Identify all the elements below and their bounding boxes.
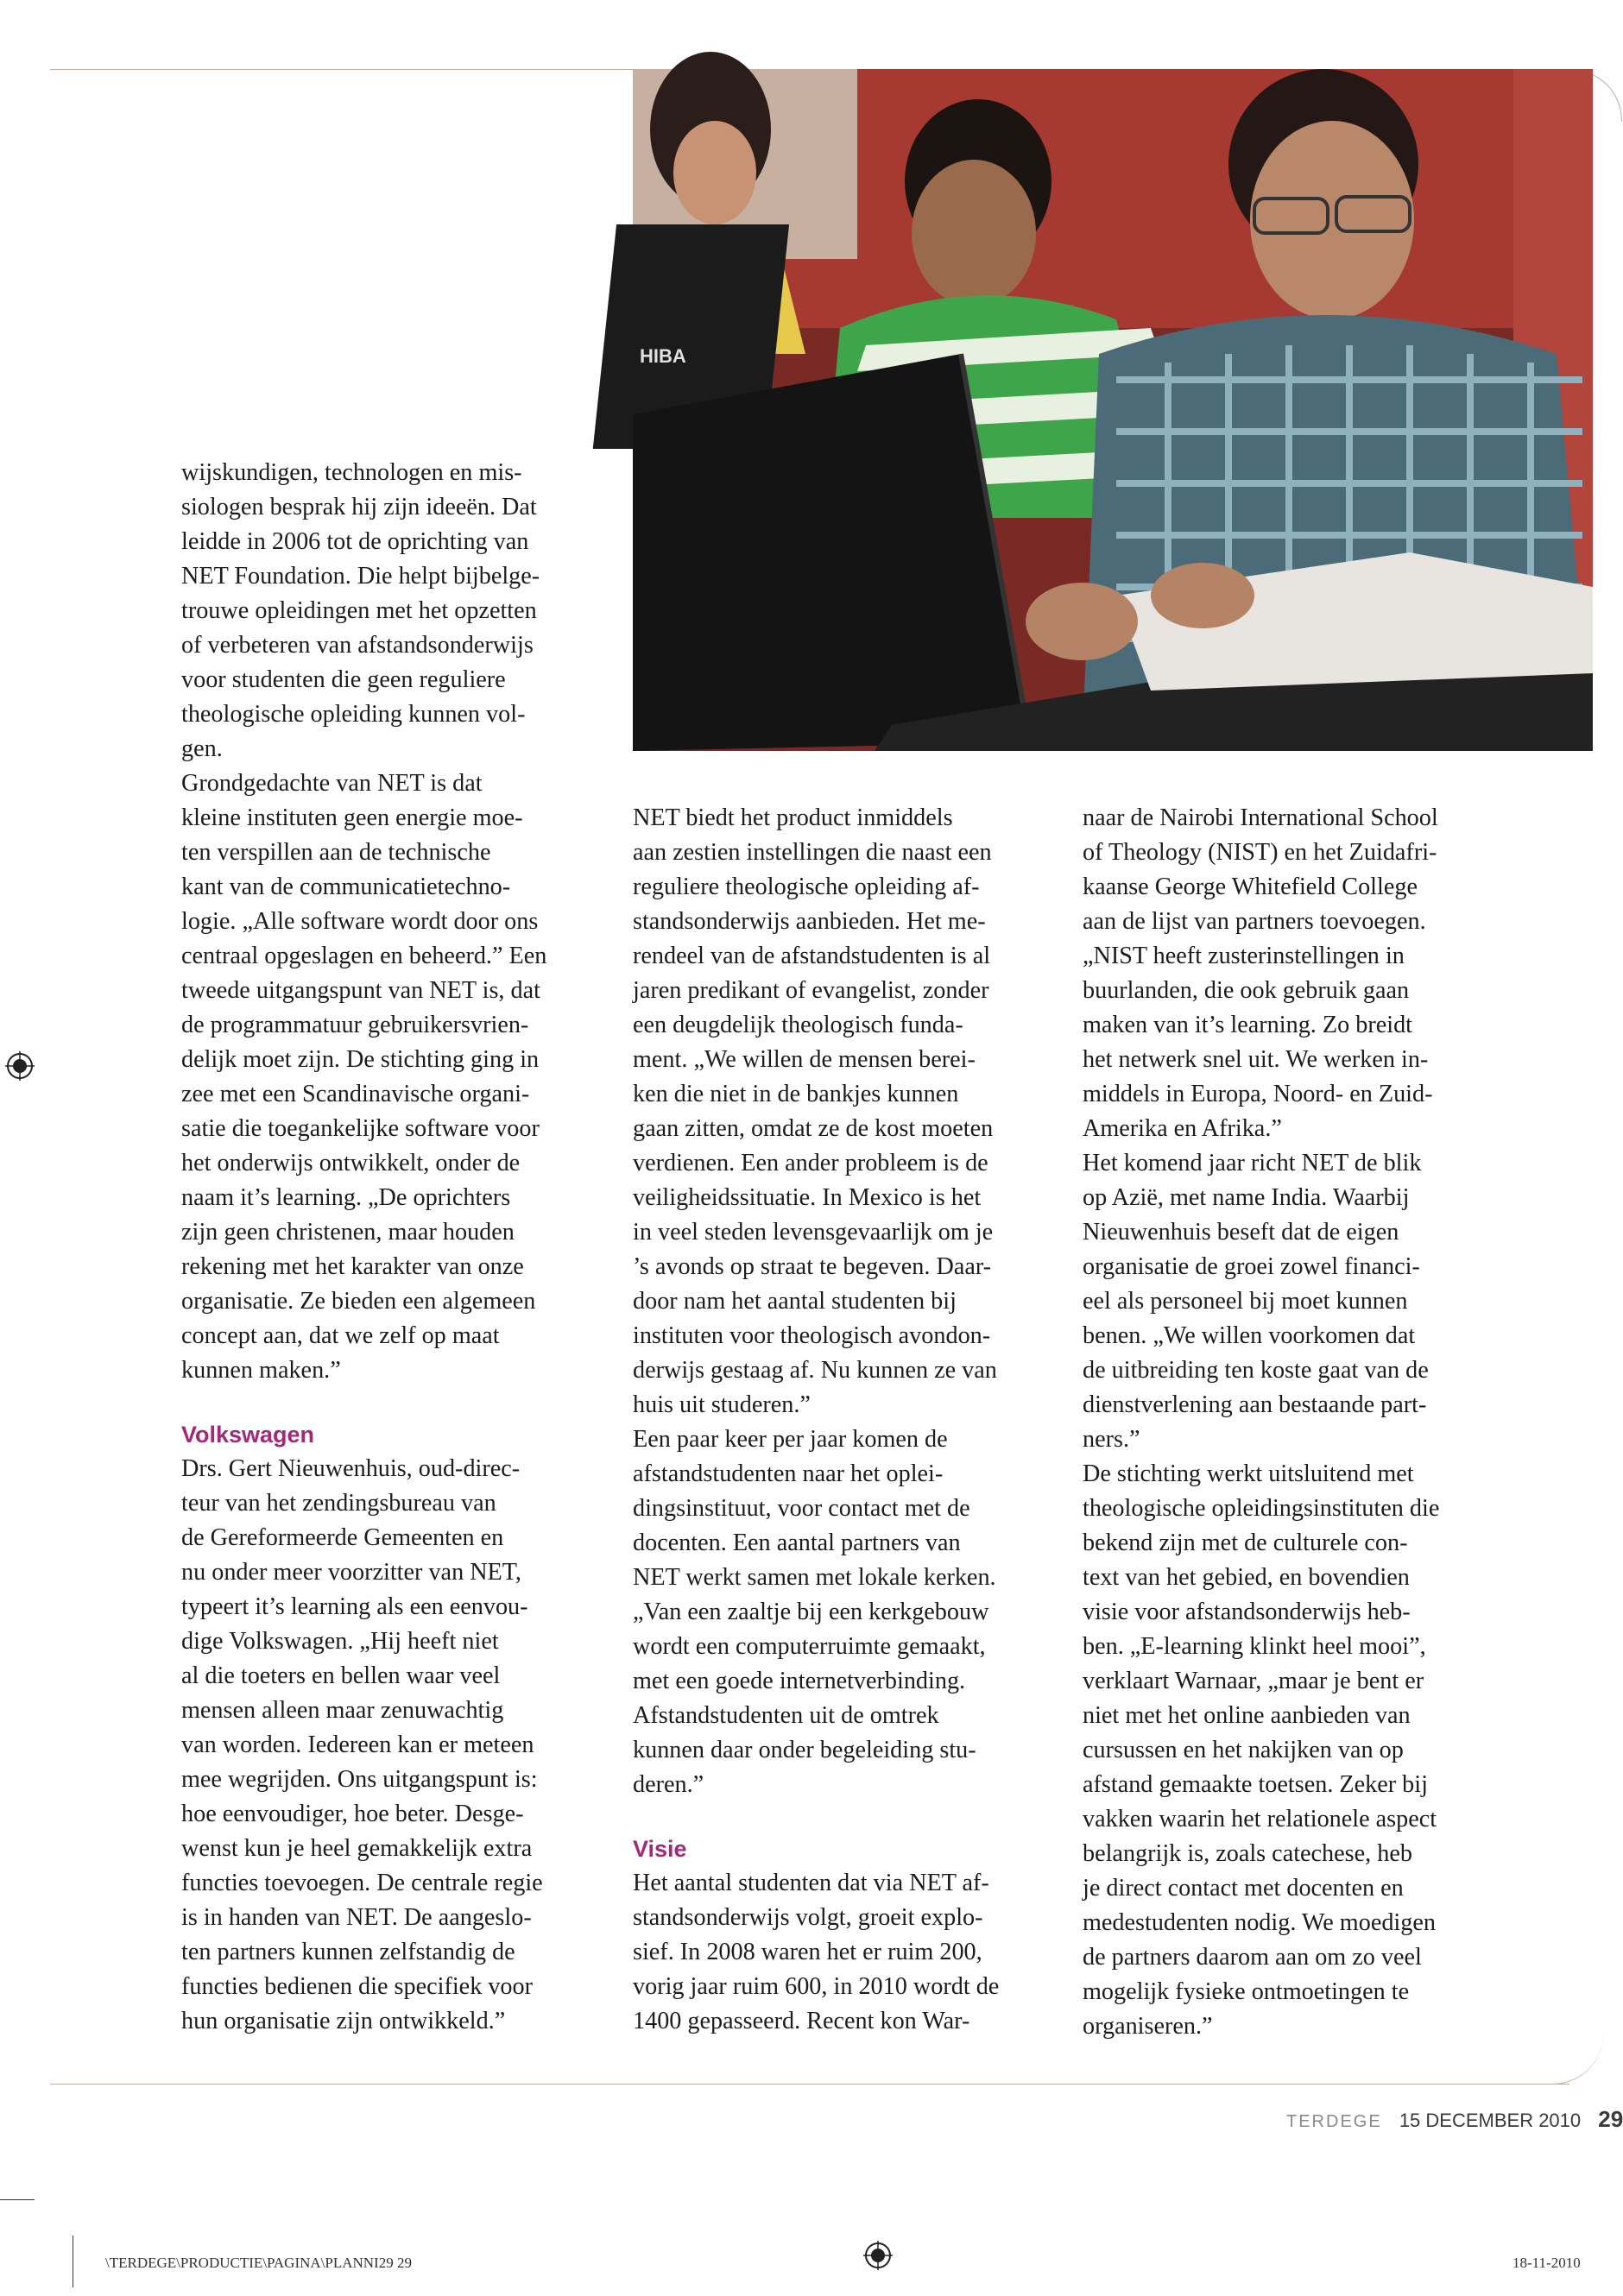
laptop-brand-text: HIBA	[640, 345, 686, 367]
paragraph: Drs. Gert Nieuwenhuis, oud-direc- teur van het zendingsbureau van de Gereformeerde Gemeenten en nu onder meer voorzitter van NET, typeert it’s learning als een eenvou- dige Volkswagen. „Hij heeft niet al die toeters en bellen waar veel mensen alleen maar zenuwachtig van worden. Iedereen kan er meteen mee wegrijden. Ons uitgangspunt is: hoe eenvoudiger, hoe beter. Desge- wenst kun je heel gemakkelijk extra functies toevoegen. De centrale regie is in handen van NET. De aangeslo- ten partners kunnen zelfstandig de functies bedienen die specifiek voor hun organisatie zijn ontwikkeld.”	[181, 1455, 543, 2034]
article-photo	[633, 69, 1593, 751]
paragraph: De stichting werkt uitsluitend met theologische opleidingsinstituten die bekend zijn met de culturele con- text van het gebied, en bovendien visie voor afstandsonderwijs heb- ben. „E-learning klinkt heel mooi”, verklaart Warnaar, „maar je bent er niet met het online aanbieden van cursussen en het nakijken van op afstand gemaakte toetsen. Zeker bij vakken waarin het relationele aspect belangrijk is, zoals catechese, heb je direct contact met docenten en medestudenten nodig. We moedigen de partners daarom aan om zo veel mogelijk fysieke ontmoetingen te organiseren.”	[1083, 1460, 1440, 2040]
paragraph: wijskundigen, technologen en mis- siologen besprak hij zijn ideeën. Dat leidde in 2006 tot de oprichting van NET Foundation. Die helpt bijbelge- trouwe opleidingen met het opzetten of verbeteren van afstandsonderwijs voor studenten die geen reguliere theologische opleiding kunnen vol- gen.	[181, 459, 540, 762]
page-footer	[1286, 2106, 1623, 2133]
section-heading-visie: Visie	[633, 1836, 687, 1862]
article-column-2	[633, 801, 1064, 2039]
registration-mark-icon	[863, 2241, 893, 2270]
crop-mark	[0, 2199, 35, 2200]
paragraph: naar de Nairobi International School of Theology (NIST) en het Zuidafri- kaanse George Whitefield College aan de lijst van partners toevoegen. „NIST heeft zusterinstellingen in buurlanden, die ook gebruik gaan maken van it’s learning. Zo breidt het netwerk snel uit. We werken in- middels in Europa, Noord- en Zuid- Amerika en Afrika.”	[1083, 804, 1438, 1142]
magazine-name: TERDEGE	[1286, 2112, 1382, 2131]
bottom-rule	[50, 2084, 1569, 2085]
paragraph: Grondgedachte van NET is dat kleine instituten geen energie moe- ten verspillen aan de technische kant van de communicatietechno- logie. „Alle software wordt door ons centraal opgeslagen en beheerd.” Een tweede uitgangspunt van NET is, dat de programmatuur gebruikersvrien- delijk moet zijn. De stichting ging in zee met een Scandinavische organi- satie die toegankelijke software voor het onderwijs ontwikkelt, onder de naam it’s learning. „De oprichters zijn geen christenen, maar houden rekening met het karakter van onze organisatie. Ze bieden een algemeen concept aan, dat we zelf op maat kunnen maken.”	[181, 770, 547, 1384]
issue-date: 15 DECEMBER 2010	[1399, 2110, 1582, 2131]
paragraph: Een paar keer per jaar komen de afstandstudenten naar het oplei- dingsinstituut, voor contact met de docenten. Een aantal partners van NET werkt samen met lokale kerken. „Van een zaaltje bij een kerkgebouw wordt een computerruimte gemaakt, met een goede internetverbinding. Afstandstudenten uit de omtrek kunnen daar onder begeleiding stu- deren.”	[633, 1426, 996, 1798]
production-slug-path: \TERDEGE\PRODUCTIE\PAGINA\PLANNI29 29	[105, 2255, 412, 2271]
registration-mark-icon	[5, 1051, 35, 1081]
production-slug-date: 18-11-2010	[1512, 2255, 1581, 2271]
page-number: 29	[1598, 2106, 1623, 2132]
paragraph: NET biedt het product inmiddels aan zestien instellingen die naast een reguliere theologische opleiding af- standsonderwijs aanbieden. Het me- rendeel van de afstandstudenten is al jaren predikant of evangelist, zonder een deugdelijk theologisch funda- ment. „We willen de mensen berei- ken die niet in de bankjes kunnen gaan zitten, omdat ze de kost moeten verdienen. Een ander probleem is de veiligheidssituatie. In Mexico is het in veel steden levensgevaarlijk om je ’s avonds op straat te begeven. Daar- door nam het aantal studenten bij instituten voor theologisch avondon- derwijs gestaag af. Nu kunnen ze van huis uit studeren.”	[633, 804, 997, 1418]
paragraph: Het aantal studenten dat via NET af- standsonderwijs volgt, groeit explo- sief. In 2008 waren het er ruim 200, vorig jaar ruim 600, in 2010 wordt de 1400 gepasseerd. Recent kon War-	[633, 1870, 1000, 2034]
section-heading-volkswagen: Volkswagen	[181, 1422, 315, 1448]
article-column-1	[181, 456, 613, 2039]
article-column-3	[1083, 801, 1531, 2044]
paragraph: Het komend jaar richt NET de blik op Azië, met name India. Waarbij Nieuwenhuis beseft dat de eigen organisatie de groei zowel financi- eel als personeel bij moet kunnen benen. „We willen voorkomen dat de uitbreiding ten koste gaat van de dienstverlening aan bestaande part- ners.”	[1083, 1150, 1429, 1453]
bottom-rule-corner	[1544, 2032, 1604, 2085]
